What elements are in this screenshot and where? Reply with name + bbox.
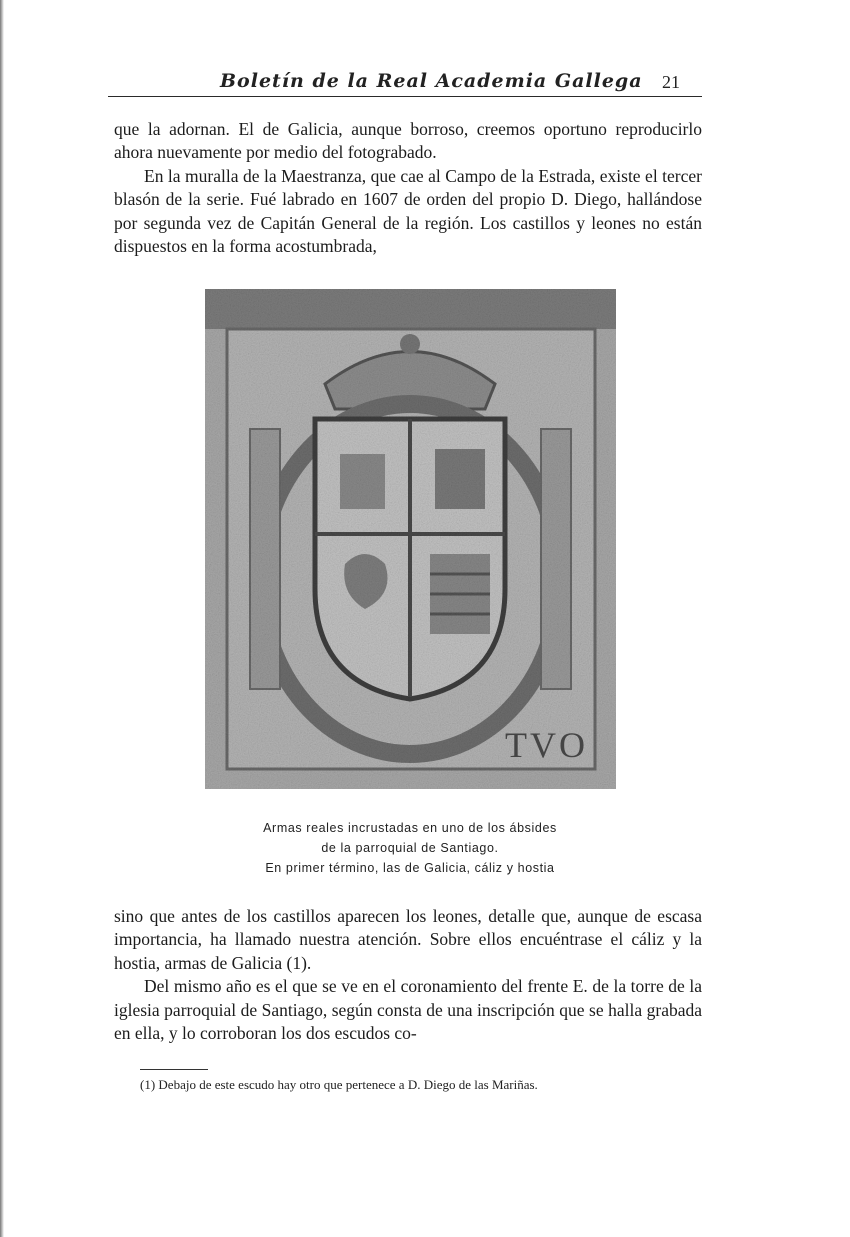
page-number: 21 [662, 72, 680, 92]
coat-of-arms-photograph [205, 289, 616, 789]
body-text-bottom [114, 905, 702, 1045]
paragraph: que la adornan. El de Galicia, aunque borroso, creemos oportuno reproducirlo ahora nuevamente por medio del fotograbado. [114, 119, 702, 163]
paragraph: Del mismo año es el que se ve en el coronamiento del frente E. de la torre de la iglesia parroquial de Santiago, según consta de una inscripción que se halla grabada en ella, y lo corroboran los dos escudos co- [114, 976, 702, 1044]
caption-line: Armas reales incrustadas en uno de los ábsides [263, 821, 557, 835]
caption-line: de la parroquial de Santiago. [321, 841, 499, 855]
page-binding-edge [0, 0, 4, 1237]
paragraph: En la muralla de la Maestranza, que cae al Campo de la Estrada, existe el tercer blasón de la serie. Fué labrado en 1607 de orden del propio D. Diego, hallándose por segunda vez de Capitán General de la región. Los castillos y leones no están dispuestos en la forma acostumbrada, [114, 165, 702, 257]
caption-line: En primer término, las de Galicia, cáliz y hostia [265, 861, 555, 875]
coat-of-arms-image [205, 289, 616, 789]
figure-caption [200, 818, 620, 878]
footnote: (1) Debajo de este escudo hay otro que pertenece a D. Diego de las Mariñas. [140, 1077, 538, 1092]
footnote-divider [140, 1069, 208, 1070]
running-header [108, 66, 702, 97]
paragraph: sino que antes de los castillos aparecen los leones, detalle que, aunque de escasa importancia, ha llamado nuestra atención. Sobre ellos encuéntrase el cáliz y la hostia, armas de Galicia (1). [114, 906, 702, 973]
carved-inscription: TVO [505, 725, 588, 765]
journal-title: Boletín de la Real Academia Gallega [220, 70, 643, 92]
body-text-top [114, 118, 702, 258]
